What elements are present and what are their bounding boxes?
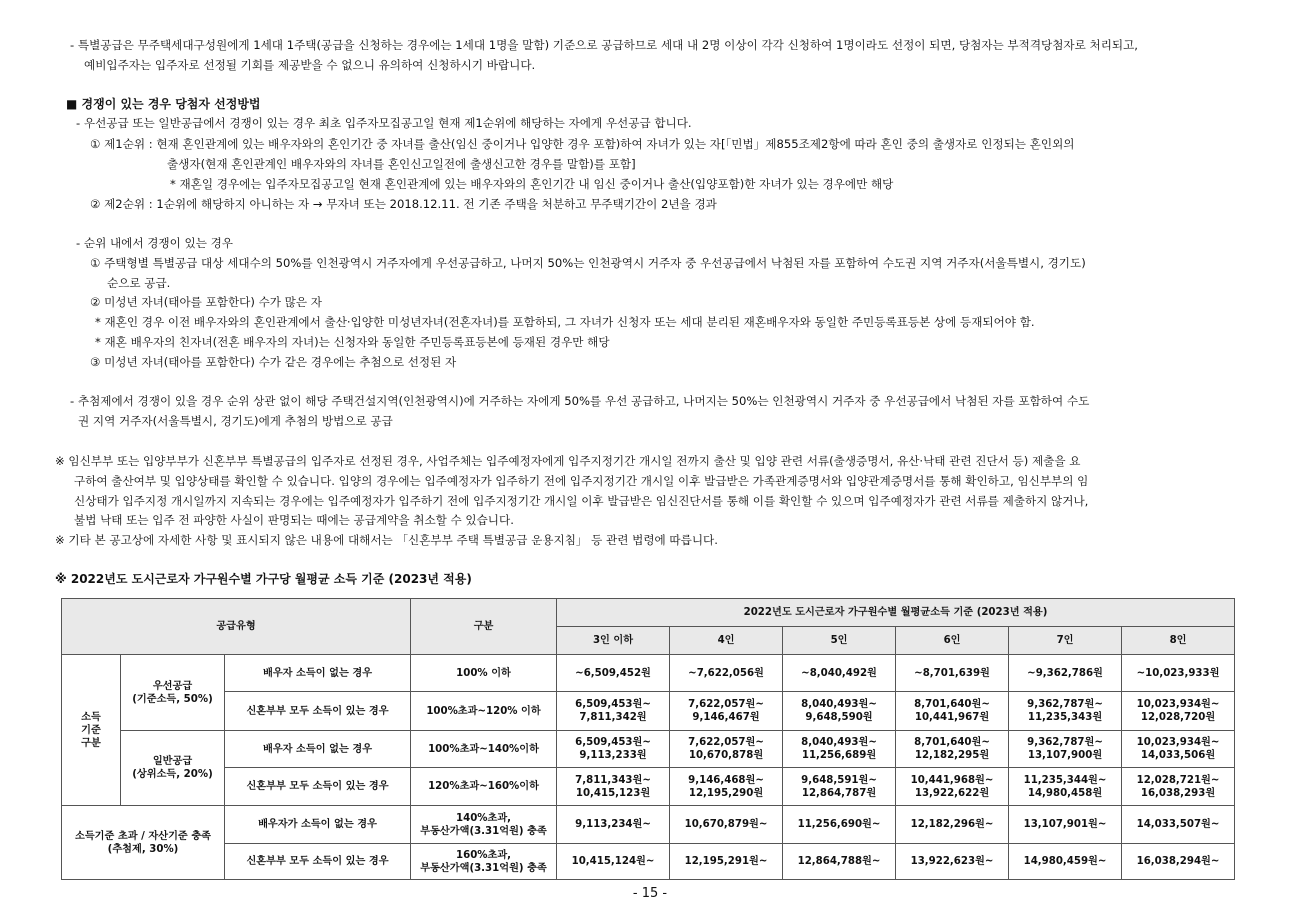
- value-cell: 7,622,057원~ 10,670,878원: [670, 731, 783, 768]
- value-cell: 9,113,234원~: [557, 806, 670, 844]
- value-cell: 13,107,901원~: [1009, 806, 1122, 844]
- value-cell: ~10,023,933원: [1122, 655, 1235, 692]
- condition-cell: 배우자 소득이 없는 경우: [225, 655, 411, 692]
- condition-cell: 신혼부부 모두 소득이 있는 경우: [225, 768, 411, 806]
- general-supply-label: 일반공급 (상위소득, 20%): [121, 731, 225, 806]
- condition-cell: 배우자 소득이 없는 경우: [225, 731, 411, 768]
- value-cell: 12,182,296원~: [896, 806, 1009, 844]
- header-col: 6인: [896, 627, 1009, 655]
- income-criteria-label: 소득 기준 구분: [62, 655, 121, 806]
- value-cell: ~6,509,452원: [557, 655, 670, 692]
- value-cell: 12,864,788원~: [783, 844, 896, 880]
- condition-cell: 신혼부부 모두 소득이 있는 경우: [225, 692, 411, 731]
- paragraph-line: 예비입주자는 입주자로 선정될 기회를 제공받을 수 없으니 유의하여 신청하시기 바랍니다.: [84, 58, 536, 72]
- paragraph-line: ① 주택형별 특별공급 대상 세대수의 50%를 인천광역시 거주자에게 우선공급하고, 나머지 50%는 인천광역시 거주자 중 우선공급에서 낙첨된 자를 포함하여 수도권 지역 거주자(서울특별시, 경기도): [90, 256, 1086, 270]
- range-cell: 140%초과, 부동산가액(3.31억원) 충족: [411, 806, 557, 844]
- header-col: 8인: [1122, 627, 1235, 655]
- value-cell: 8,040,493원~ 9,648,590원: [783, 692, 896, 731]
- value-cell: 10,670,879원~: [670, 806, 783, 844]
- paragraph-line: ③ 미성년 자녀(태아를 포함한다) 수가 같은 경우에는 추첨으로 선정된 자: [90, 355, 457, 369]
- paragraph-line: - 추첨제에서 경쟁이 있을 경우 순위 상관 없이 해당 주택건설지역(인천광역시)에 거주하는 자에게 50%를 우선 공급하고, 나머지는 50%는 인천광역시 거주자 중 우선공급에서 낙첨된 자를 포함하여 수도: [70, 394, 1090, 408]
- table-row: [62, 655, 1235, 692]
- value-cell: 9,146,468원~ 12,195,290원: [670, 768, 783, 806]
- table-title: ※ 2022년도 도시근로자 가구원수별 가구당 월평균 소득 기준 (2023년 적용): [55, 572, 472, 586]
- value-cell: 16,038,294원~: [1122, 844, 1235, 880]
- header-division: 구분: [411, 599, 557, 655]
- paragraph-line: 권 지역 거주자(서울특별시, 경기도)에게 추첨의 방법으로 공급: [78, 414, 393, 428]
- value-cell: ~7,622,056원: [670, 655, 783, 692]
- header-col: 3인 이하: [557, 627, 670, 655]
- value-cell: 7,622,057원~ 9,146,467원: [670, 692, 783, 731]
- value-cell: ~9,362,786원: [1009, 655, 1122, 692]
- value-cell: 12,195,291원~: [670, 844, 783, 880]
- table-row: [62, 731, 1235, 768]
- value-cell: 10,023,934원~ 12,028,720원: [1122, 692, 1235, 731]
- table-row: [62, 768, 1235, 806]
- value-cell: 9,362,787원~ 13,107,900원: [1009, 731, 1122, 768]
- value-cell: 9,362,787원~ 11,235,343원: [1009, 692, 1122, 731]
- header-supply-type: 공급유형: [62, 599, 411, 655]
- condition-cell: 배우자가 소득이 없는 경우: [225, 806, 411, 844]
- condition-cell: 신혼부부 모두 소득이 있는 경우: [225, 844, 411, 880]
- value-cell: 10,023,934원~ 14,033,506원: [1122, 731, 1235, 768]
- range-cell: 100%초과~120% 이하: [411, 692, 557, 731]
- header-col: 7인: [1009, 627, 1122, 655]
- value-cell: 6,509,453원~ 9,113,233원: [557, 731, 670, 768]
- value-cell: 10,415,124원~: [557, 844, 670, 880]
- value-cell: 8,701,640원~ 10,441,967원: [896, 692, 1009, 731]
- paragraph-line: * 재혼 배우자의 친자녀(전혼 배우자의 자녀)는 신청자와 동일한 주민등록표등본에 등재된 경우만 해당: [95, 335, 610, 349]
- paragraph-line: - 순위 내에서 경쟁이 있는 경우: [76, 236, 234, 250]
- value-cell: ~8,701,639원: [896, 655, 1009, 692]
- paragraph-line: * 재혼인 경우 이전 배우자와의 혼인관계에서 출산·입양한 미성년자녀(전혼자녀)를 포함하되, 그 자녀가 신청자 또는 세대 분리된 재혼배우자와 동일한 주민등록표등본 상에 등재되어야 함.: [95, 315, 1035, 329]
- income-standard-table: [61, 598, 1235, 880]
- value-cell: 11,235,344원~ 14,980,458원: [1009, 768, 1122, 806]
- paragraph-line: ② 미성년 자녀(태아를 포함한다) 수가 많은 자: [90, 295, 322, 309]
- paragraph-line: - 특별공급은 무주택세대구성원에게 1세대 1주택(공급을 신청하는 경우에는 1세대 1명을 말함) 기준으로 공급하므로 세대 내 2명 이상이 각각 신청하여 1명이라도 선정이 되면, 당첨자는 부적격당첨자로 처리되고,: [70, 38, 1138, 52]
- paragraph-line: * 재혼일 경우에는 입주자모집공고일 현재 혼인관계에 있는 배우자와의 혼인기간 내 임신 중이거나 출산(입양포함)한 자녀가 있는 경우에만 해당: [170, 177, 894, 191]
- paragraph-line: 순으로 공급.: [107, 276, 171, 290]
- paragraph-line: ※ 임신부부 또는 입양부부가 신혼부부 특별공급의 입주자로 선정된 경우, 사업주체는 입주예정자에게 입주지정기간 개시일 전까지 출산 및 입양 관련 서류(출생증명서, 유산·낙태 관련 진단서 등) 제출을 요: [55, 454, 1081, 468]
- value-cell: 11,256,690원~: [783, 806, 896, 844]
- value-cell: 9,648,591원~ 12,864,787원: [783, 768, 896, 806]
- page-number: - 15 -: [632, 886, 668, 901]
- value-cell: 10,441,968원~ 13,922,622원: [896, 768, 1009, 806]
- table-row: [62, 692, 1235, 731]
- paragraph-line: ② 제2순위 : 1순위에 해당하지 아니하는 자 → 무자녀 또는 2018.12.11. 전 기존 주택을 처분하고 무주택기간이 2년을 경과: [90, 197, 717, 211]
- range-cell: 100% 이하: [411, 655, 557, 692]
- range-cell: 160%초과, 부동산가액(3.31억원) 충족: [411, 844, 557, 880]
- value-cell: 6,509,453원~ 7,811,342원: [557, 692, 670, 731]
- value-cell: 8,701,640원~ 12,182,295원: [896, 731, 1009, 768]
- value-cell: ~8,040,492원: [783, 655, 896, 692]
- table-row: [62, 844, 1235, 880]
- priority-supply-label: 우선공급 (기준소득, 50%): [121, 655, 225, 731]
- range-cell: 120%초과~160%이하: [411, 768, 557, 806]
- paragraph-line: 출생자(현재 혼인관계인 배우자와의 자녀를 혼인신고일전에 출생신고한 경우를 말함)를 포함]: [167, 157, 636, 171]
- header-income-group: 2022년도 도시근로자 가구원수별 월평균소득 기준 (2023년 적용): [557, 599, 1235, 627]
- paragraph-line: ※ 기타 본 공고상에 자세한 사항 및 표시되지 않은 내용에 대해서는 「신혼부부 주택 특별공급 운용지침」 등 관련 법령에 따릅니다.: [55, 533, 718, 547]
- section-heading: ■ 경쟁이 있는 경우 당첨자 선정방법: [66, 97, 261, 111]
- value-cell: 7,811,343원~ 10,415,123원: [557, 768, 670, 806]
- header-col: 5인: [783, 627, 896, 655]
- table-row: [62, 806, 1235, 844]
- paragraph-line: - 우선공급 또는 일반공급에서 경쟁이 있는 경우 최초 입주자모집공고일 현재 제1순위에 해당하는 자에게 우선공급 합니다.: [76, 116, 692, 130]
- paragraph-line: 불법 낙태 또는 입주 전 파양한 사실이 판명되는 때에는 공급계약을 취소할 수 있습니다.: [74, 513, 514, 527]
- value-cell: 8,040,493원~ 11,256,689원: [783, 731, 896, 768]
- value-cell: 12,028,721원~ 16,038,293원: [1122, 768, 1235, 806]
- paragraph-line: 구하여 출산여부 및 입양상태를 확인할 수 있습니다. 입양의 경우에는 입주예정자가 입주하기 전에 입주지정기간 개시일 이후 발급받은 가족관계증명서와 입양관계증명서를 통해 확인하고, 임신부부의 임: [74, 474, 1089, 488]
- value-cell: 14,980,459원~: [1009, 844, 1122, 880]
- paragraph-line: 신상태가 입주지정 개시일까지 지속되는 경우에는 입주예정자가 입주하기 전에 입주지정기간 개시일 이후 발급받은 임신진단서를 통해 이를 확인할 수 있으며 입주예정자가 관련 서류를 제출하지 않거나,: [74, 494, 1089, 508]
- lottery-supply-label: 소득기준 초과 / 자산기준 충족 (추첨제, 30%): [62, 806, 225, 880]
- value-cell: 13,922,623원~: [896, 844, 1009, 880]
- paragraph-line: ① 제1순위 : 현재 혼인관계에 있는 배우자와의 혼인기간 중 자녀를 출산(임신 중이거나 입양한 경우 포함)하여 자녀가 있는 자[「민법」제855조제2항에 따라 혼인 중의 출생자로 인정되는 혼인외의: [90, 137, 1075, 151]
- header-col: 4인: [670, 627, 783, 655]
- value-cell: 14,033,507원~: [1122, 806, 1235, 844]
- range-cell: 100%초과~140%이하: [411, 731, 557, 768]
